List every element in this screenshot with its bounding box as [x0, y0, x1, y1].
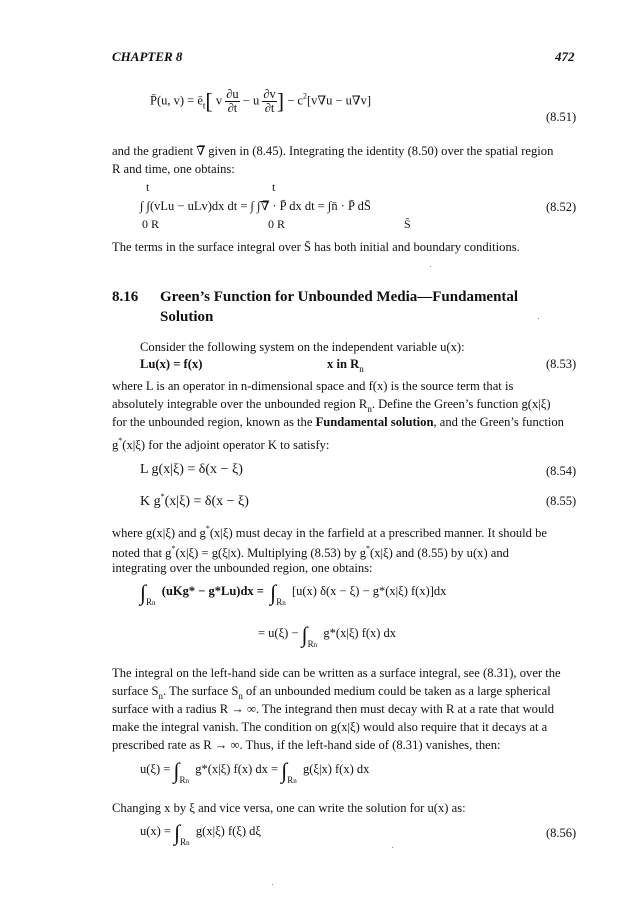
scan-speck [430, 266, 431, 267]
paragraph-4-line-2: absolutely integrable over the unbounded region $R_n$. Define the Green’s function g(x|ξ) [112, 397, 551, 414]
limit-0r-2: 0 R [268, 217, 286, 231]
paragraph-1-line-1: and the gradient ∇̿ given in (8.45). Integrating the identity (8.50) over the spatial region [112, 144, 554, 158]
scan-speck [392, 847, 393, 848]
fraction-dv-dt: $\frac{\partial v}{\partial t}$ [263, 87, 276, 115]
paragraph-4-line-4: g*(x|ξ) for the adjoint operator K to satisfy: [112, 436, 330, 452]
equation-8-53-condition: x in $R_n$ [327, 357, 364, 374]
paragraph-2: The terms in the surface integral over S̄ has both initial and boundary conditions. [112, 240, 520, 254]
paragraph-4-line-1: where L is an operator in n-dimensional space and f(x) is the source term that is [112, 379, 514, 393]
paragraph-6-line-1: The integral on the left-hand side can be written as a surface integral, see (8.31), over the [112, 666, 561, 680]
limit-s: S̄ [404, 217, 411, 231]
paragraph-5-line-1: where g(x|ξ) and g*(x|ξ) must decay in the farfield at a prescribed manner. It should be [112, 524, 548, 540]
integral-equation-1: $\int_{Rn}$ $(uKg* - g*Lu)dx = \int_{Rn}$ [u(x) δ(x − ξ) − g*(x|ξ) f(x)]dx [140, 580, 447, 607]
equation-8-52: ∫ ∫(vLu − uLv)dx dt = ∫ ∫∇̿ · P̄ dx dt = ∫n̄ · P̄ dS̄ [140, 199, 371, 213]
limit-t-1: t [146, 180, 150, 194]
fraction-du-dt: $\frac{\partial u}{\partial t}$ [226, 87, 239, 115]
limit-t-2: t [272, 180, 276, 194]
equation-8-55: K g*(x|ξ) = δ(x − ξ) [140, 492, 249, 509]
equation-u-xi: $u(\xi) = \int_{Rn}$ g*(x|ξ) f(x) dx = $\int_{Rn}$ g(ξ|x) f(x) dx [140, 758, 370, 785]
paragraph-4-line-3: for the unbounded region, known as the Fundamental solution, and the Green’s function [112, 415, 564, 429]
chapter-header: CHAPTER 8 [112, 49, 183, 64]
equation-number-8-54: (8.54) [546, 464, 577, 478]
integral-equation-2: = $u(\xi) - \int_{Rn}$ g*(x|ξ) f(x) dx [258, 622, 397, 649]
limit-0r-1: 0 R [142, 217, 160, 231]
scan-speck [272, 884, 273, 885]
equation-number-8-52: (8.52) [546, 200, 577, 214]
scan-speck [538, 318, 539, 319]
paragraph-6-line-4: make the integral vanish. The condition on g(x|ξ) would also require that it decays at a [112, 720, 548, 734]
paragraph-3: Consider the following system on the independent variable u(x): [140, 340, 465, 354]
equation-number-8-51: (8.51) [546, 110, 577, 124]
paragraph-6-line-3: surface with a radius R → ∞. The integrand then must decay with R at a rate that would [112, 702, 555, 716]
section-number: 8.16 [112, 289, 139, 305]
equation-8-53-lhs: Lu(x) = f(x) [140, 357, 203, 371]
equation-8-56: $u(x) = \int_{Rn}$ g(x|ξ) f(ξ) dξ [140, 820, 261, 847]
equation-8-51: P̄(u, $v) = ē_t$[ v $\frac{\partial u}{\partial t}$ − u $\frac{\partial v}{\partial t}$ ] − $c^2[v\nabla u - u\nabla v]$ [150, 87, 372, 115]
equation-number-8-56: (8.56) [546, 826, 577, 840]
paragraph-1-line-2: R and time, one obtains: [112, 162, 235, 176]
paragraph-5-line-2: noted that g*(x|ξ) = g(ξ|x). Multiplying (8.53) by g*(x|ξ) and (8.55) by u(x) and [112, 544, 509, 560]
paragraph-6-line-5: prescribed rate as R → ∞. Thus, if the left-hand side of (8.31) vanishes, then: [112, 738, 501, 752]
paragraph-7: Changing x by ξ and vice versa, one can write the solution for u(x) as: [112, 801, 466, 815]
page-number: 472 [555, 49, 575, 64]
section-title-line-1: Green’s Function for Unbounded Media—Fundamental [160, 289, 519, 305]
equation-number-8-55: (8.55) [546, 494, 577, 508]
section-title-line-2: Solution [160, 309, 214, 325]
equation-8-54: L g(x|ξ) = δ(x − ξ) [140, 462, 243, 477]
paragraph-5-line-3: integrating over the unbounded region, one obtains: [112, 561, 373, 575]
equation-number-8-53: (8.53) [546, 357, 577, 371]
paragraph-6-line-2: surface $S_n$. The surface $S_n$ of an unbounded medium could be taken as a large spherical [112, 684, 551, 701]
